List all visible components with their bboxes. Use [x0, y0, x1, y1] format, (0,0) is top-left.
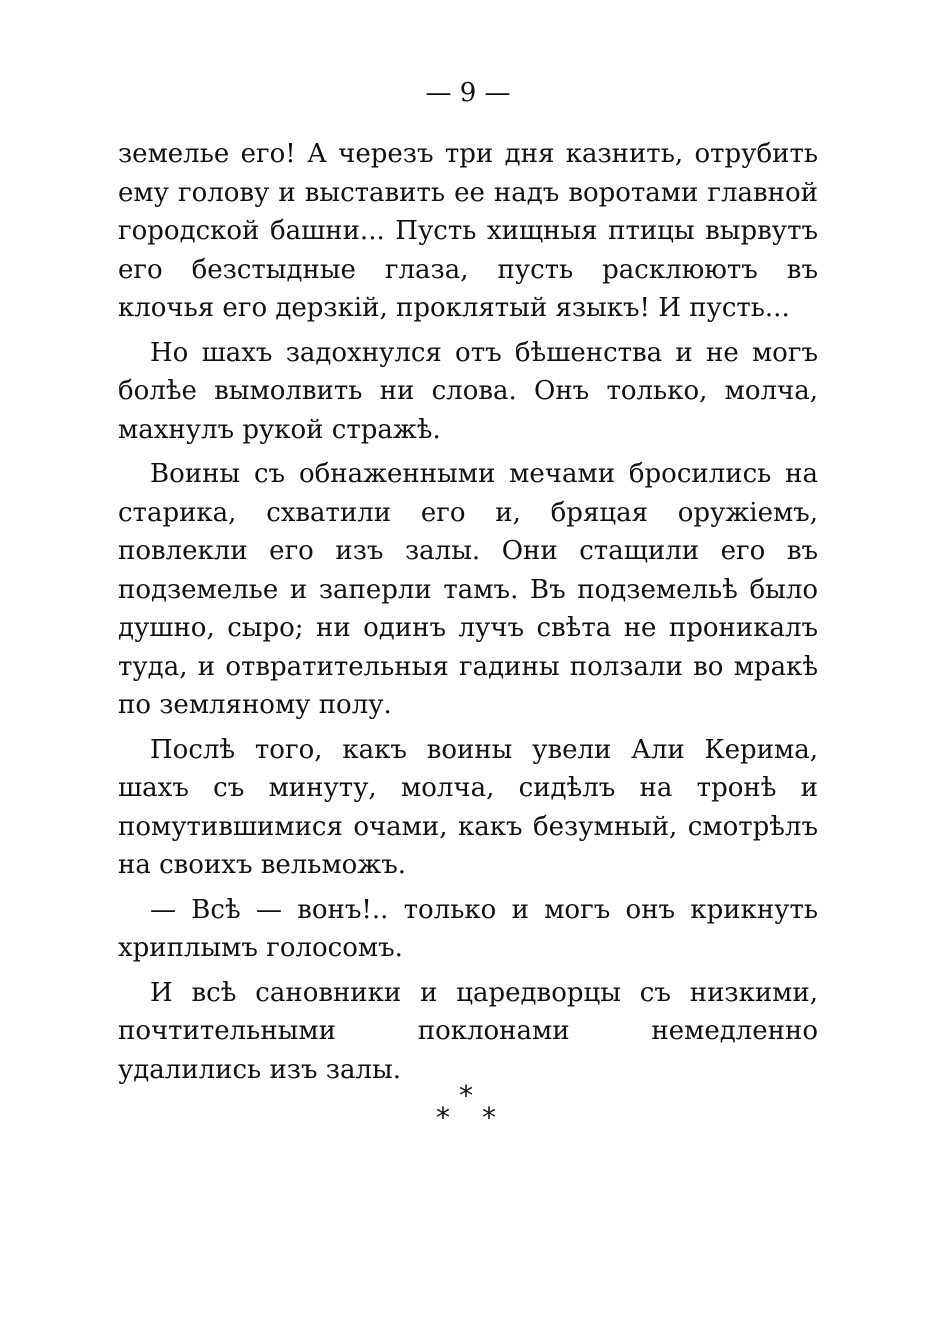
asterisk-left: *: [436, 1101, 450, 1134]
asterisk-right: *: [482, 1101, 496, 1134]
paragraph-5: — Всѣ — вонъ!.. только и могъ онъ крикнуть хриплымъ голосомъ.: [118, 894, 818, 963]
paragraph-3: Воины съ обнаженными мечами бросились на старика, схватили его и, бряцая оружіемъ, повлекли его изъ залы. Они стащили его въ подземелье и заперли тамъ. Въ подземельѣ было душно, сыро; ни одинъ лучъ свѣта не проникалъ туда, и отвратительныя гадины ползали во мракѣ по земляному полу.: [118, 459, 818, 720]
section-break-asterism: [0, 1079, 936, 1142]
page-number: — 9 —: [425, 78, 511, 108]
paragraph-1: земелье его! А черезъ три дня казнить, отрубить ему голову и выставить ее надъ воротами главной городской башни... Пусть хищныя птицы вырвутъ его безстыдные глаза, пусть расклюютъ въ клочья его дерзкій, проклятый языкъ! И пусть...: [118, 139, 818, 323]
paragraph-6: И всѣ сановники и царедворцы съ низкими, почтительными поклонами немедленно удалились изъ залы.: [118, 977, 818, 1085]
body-text: [118, 135, 818, 1095]
paragraph-2: Но шахъ задохнулся отъ бѣшенства и не могъ болѣе вымолвить ни слова. Онъ только, молча, махнулъ рукой стражѣ.: [118, 337, 818, 445]
asterisk-top: *: [459, 1079, 473, 1112]
paragraph-4: Послѣ того, какъ воины увели Али Керима, шахъ съ минуту, молча, сидѣлъ на тронѣ и помутившимися очами, какъ безумный, смотрѣлъ на своихъ вельможъ.: [118, 734, 818, 880]
